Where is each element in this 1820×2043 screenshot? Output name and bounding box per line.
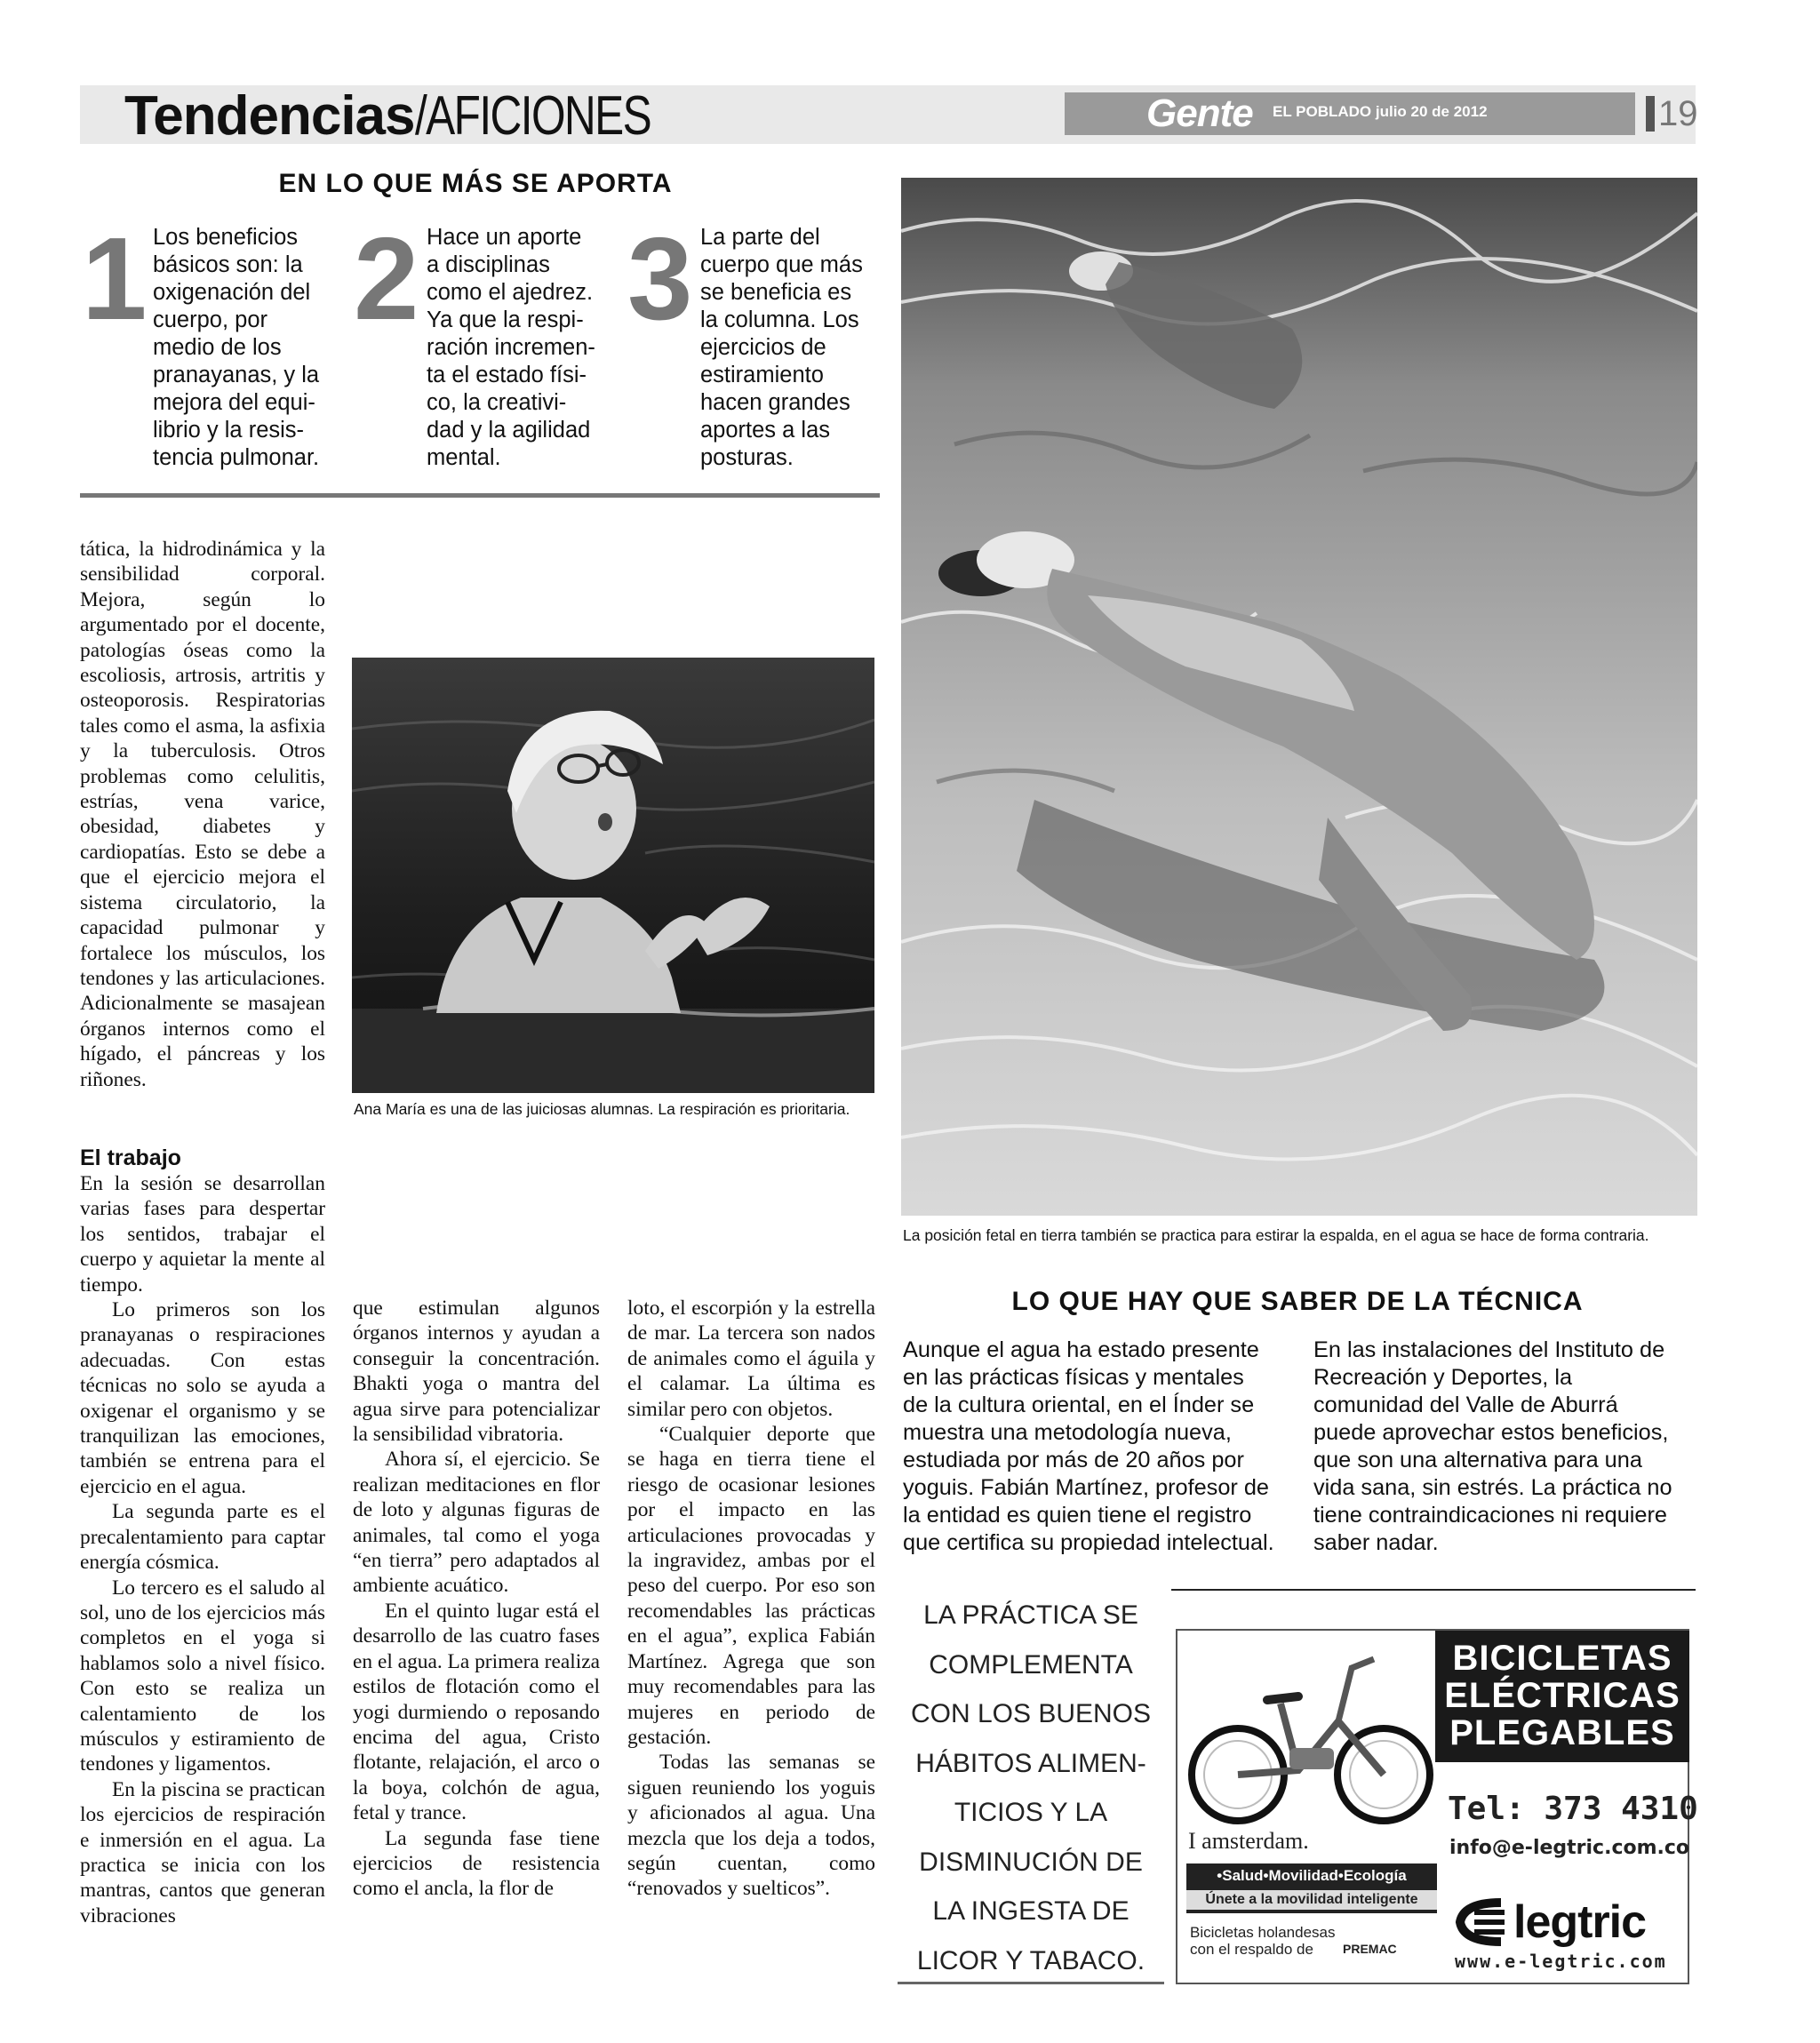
tecnica-line: En las instalaciones del Instituto de xyxy=(1313,1337,1665,1362)
pull-quote-line: LA INGESTA DE xyxy=(932,1896,1130,1926)
tecnica-line: la entidad es quien tiene el registro xyxy=(903,1503,1252,1528)
aporta-item-2-line: Ya que la respi- xyxy=(427,307,584,332)
tecnica-line: en las prácticas físicas y mentales xyxy=(903,1365,1244,1390)
body-paragraph: loto, el escorpión y la estrella de mar. La tercera son nados de animales como el águila y el calamar. La última es similar pero con objetos. xyxy=(627,1297,875,1421)
article-column-right xyxy=(627,1296,875,1902)
ad-email[interactable]: info@e-legtric.com.co xyxy=(1449,1837,1690,1859)
tecnica-line: que son una alternativa para una xyxy=(1313,1448,1642,1472)
ad-footnote-line: con el respaldo de xyxy=(1190,1941,1313,1958)
pull-quote-line: CON LOS BUENOS xyxy=(910,1699,1152,1728)
tecnica-line: yoguis. Fabián Martínez, profesor de xyxy=(903,1475,1269,1500)
aporta-item-3 xyxy=(700,224,887,472)
body-paragraph: En el quinto lugar está el desarrollo de las cuatro fases en el agua. La primera realiza estilos de flotación como el yogi durmiendo o reposando encima del agua, Cristo flotante, relajación, el arco o la boya, colchón de agua, fetal y trance. xyxy=(353,1599,600,1825)
ad-slogan-strip xyxy=(1186,1863,1437,1913)
pull-quote-line: LICOR Y TABACO. xyxy=(916,1945,1145,1975)
aporta-item-1-line: oxigenación del xyxy=(153,280,311,305)
aporta-item-2 xyxy=(427,224,613,472)
ad-footnote xyxy=(1190,1924,1335,1958)
aporta-number-1: 1 xyxy=(82,213,148,344)
publication-name: Gente xyxy=(1146,92,1253,135)
floating-photo-graphic xyxy=(901,178,1697,1216)
tecnica-heading: LO QUE HAY QUE SABER DE LA TÉCNICA xyxy=(1011,1287,1584,1316)
aporta-item-1-line: cuerpo, por xyxy=(153,307,267,332)
aporta-item-1-line: básicos son: la xyxy=(153,252,303,277)
tecnica-line: tiene contraindicaciones ni requiere xyxy=(1313,1503,1667,1528)
aporta-item-3-line: ejercicios de xyxy=(700,335,826,360)
pull-quote-line: COMPLEMENTA xyxy=(929,1649,1133,1680)
aporta-item-2-line: co, la creativi- xyxy=(427,390,567,415)
aporta-divider xyxy=(80,493,880,498)
swimmer-photo-graphic xyxy=(352,658,874,1093)
aporta-item-3-line: posturas. xyxy=(700,445,794,470)
ad-logo-name: legtric xyxy=(1513,1896,1647,1948)
tecnica-line: muestra una metodología nueva, xyxy=(903,1420,1232,1445)
ad-footnote-line: Bicicletas holandesas xyxy=(1190,1924,1336,1941)
aporta-item-3-line: aportes a las xyxy=(700,418,831,443)
pull-quote-line: TICIOS Y LA xyxy=(954,1798,1108,1827)
pull-quote-line: LA PRÁCTICA SE xyxy=(923,1600,1138,1630)
floating-photo xyxy=(901,178,1697,1216)
aporta-item-1-line: librio y la resis- xyxy=(153,418,305,443)
aporta-item-3-line: cuerpo que más xyxy=(700,252,863,277)
page-marker xyxy=(1646,96,1655,132)
page-number: 19 xyxy=(1658,94,1698,133)
body-paragraph: “Cualquier deporte que se haga en tierra tiene el riesgo de ocasionar lesiones por el impacto en las articulaciones provocadas y la ingravidez, ambas por el peso del cuerpo. Por eso son recomendables las prácticas en el agua”, explica Fabián Martínez. Agrega que son muy recomendables para las mujeres en periodo de gestación. xyxy=(627,1423,875,1749)
aporta-heading: EN LO QUE MÁS SE APORTA xyxy=(278,169,673,198)
pull-quote xyxy=(898,1591,1164,1985)
tecnica-line: estudiada por más de 20 años por xyxy=(903,1448,1244,1472)
aporta-item-2-line: dad y la agilidad xyxy=(427,418,591,443)
pull-quote-line: HÁBITOS ALIMEN- xyxy=(915,1748,1146,1778)
aporta-item-2-line: Hace un aporte xyxy=(427,225,582,250)
swimmer-photo-caption: Ana María es una de las juiciosas alumnas. La respiración es prioritaria. xyxy=(354,1100,850,1118)
swimmer-photo xyxy=(352,658,874,1093)
tecnica-line: vida sana, sin estrés. La práctica no xyxy=(1313,1475,1672,1500)
body-paragraph: Lo tercero es el saludo al sol, uno de los ejercicios más completos en el yoga si hablamos solo a nivel físico. Con esto se realiza un calentamiento de los músculos y estiramiento de tendones y ligamentos. xyxy=(80,1576,325,1776)
section-name: Tendencias xyxy=(124,85,415,147)
edition-date: EL POBLADO julio 20 de 2012 xyxy=(1273,103,1488,120)
body-paragraph: Ahora sí, el ejercicio. Se realizan meditaciones en flor de loto y algunas figuras de animales, tal como el yoga “en tierra” pero adaptados al ambiente acuático. xyxy=(353,1448,600,1598)
bicycle-icon xyxy=(1183,1641,1441,1828)
tecnica-line: saber nadar. xyxy=(1313,1530,1439,1555)
advertisement[interactable] xyxy=(1176,1629,1698,1984)
body-paragraph: La segunda fase tiene ejercicios de resistencia como el ancla, la flor de xyxy=(353,1826,600,1901)
aporta-item-3-line: La parte del xyxy=(700,225,820,250)
tecnica-line: que certifica su propiedad intelectual. xyxy=(903,1530,1274,1555)
article-column-left-bottom xyxy=(80,1145,325,1928)
tecnica-line: Recreación y Deportes, la xyxy=(1313,1365,1573,1390)
aporta-item-2-line: ración incremen- xyxy=(427,335,595,360)
aporta-item-1-line: mejora del equi- xyxy=(153,390,315,415)
body-paragraph: En la piscina se practican los ejercicios de respiración e inmersión en el agua. La practica se inicia con los mantras, cantos que generan vibraciones xyxy=(80,1777,325,1927)
ad-slogan-2: Únete a la movilidad inteligente xyxy=(1186,1890,1437,1910)
body-paragraph: Lo primeros son los pranayanas o respiraciones adecuadas. Con estas técnicas no solo se ayuda a oxigenar el organismo y se tranquilizan las emociones, también se entrena para el ejercicio en el agua. xyxy=(80,1298,325,1498)
section-title xyxy=(124,87,709,146)
aporta-item-1-line: Los beneficios xyxy=(153,225,299,250)
pull-quote-line: DISMINUCIÓN DE xyxy=(919,1847,1143,1877)
tecnica-line: comunidad del Valle de Aburrá xyxy=(1313,1393,1618,1417)
ad-partner-logo: PREMAC xyxy=(1343,1942,1397,1956)
body-paragraph: tática, la hidrodinámica y la sensibilidad corporal. Mejora, según lo argumentado por el docente, patologías óseas como la escoliosis, artrosis, artritis y osteoporosis. Respiratorias tales como el asma, la asfixia y la tuberculosis. Otros problemas como celulitis, estrías, vena varice, obesidad, diabetes y cardiopatías. Esto se debe a que el ejercicio mejora el sistema circulatorio, la capacidad pulmonar y fortalece los músculos, los tendones y las articulaciones. Adicionalmente se masajean órganos internos como el hígado, el páncreas y los riñones. xyxy=(80,538,325,1091)
subsection-name: /AFICIONES xyxy=(414,85,651,147)
aporta-item-1-line: medio de los xyxy=(153,335,282,360)
aporta-item-2-line: ta el estado físi- xyxy=(427,363,587,387)
tecnica-line: puede aprovechar estos beneficios, xyxy=(1313,1420,1669,1445)
legtric-logo-icon xyxy=(1455,1897,1512,1947)
aporta-number-2: 2 xyxy=(354,213,419,344)
aporta-item-3-line: estiramiento xyxy=(700,363,824,387)
floating-photo-caption: La posición fetal en tierra también se practica para estirar la espalda, en el agua se hace de forma contraria. xyxy=(903,1226,1649,1244)
aporta-item-2-line: como el ajedrez. xyxy=(427,280,594,305)
aporta-item-1-line: pranayanas, y la xyxy=(153,363,320,387)
ad-title: BICICLETAS ELÉCTRICAS PLEGABLES xyxy=(1444,1639,1680,1752)
pull-quote-rule-bottom xyxy=(898,1982,1164,1984)
article-column-middle xyxy=(353,1296,600,1902)
body-paragraph: que estimulan algunos órganos internos y ayudan a conseguir la concentración. Bhakti yoga o mantra del agua sirve para potencializar la sensibilidad vibratoria. xyxy=(353,1297,600,1447)
tecnica-line: de la cultura oriental, en el Índer se xyxy=(903,1393,1255,1417)
body-paragraph: La segunda parte es el precalentamiento para captar energía cósmica. xyxy=(80,1500,325,1575)
ad-website[interactable]: www.e-legtric.com xyxy=(1455,1951,1667,1972)
aporta-item-3-line: la columna. Los xyxy=(700,307,859,332)
aporta-item-1 xyxy=(153,224,339,472)
body-paragraph: En la sesión se desarrollan varias fases para despertar los sentidos, trabajar el cuerpo y aquietar la mente al tiempo. xyxy=(80,1172,325,1297)
ad-phone[interactable]: Tel: 373 4310 xyxy=(1448,1791,1698,1827)
aporta-item-2-line: mental. xyxy=(427,445,501,470)
pull-quote-rule xyxy=(1171,1589,1696,1591)
article-column-left-top xyxy=(80,537,325,1092)
aporta-item-3-line: se beneficia es xyxy=(700,280,852,305)
ad-slogan-1: •Salud•Movilidad•Ecología xyxy=(1217,1867,1407,1884)
tecnica-right-column xyxy=(1313,1337,1696,1557)
subheading-trabajo: El trabajo xyxy=(80,1145,181,1170)
aporta-item-1-line: tencia pulmonar. xyxy=(153,445,320,470)
tecnica-line: Aunque el agua ha estado presente xyxy=(903,1337,1259,1362)
ad-bike-brand: I amsterdam. xyxy=(1188,1828,1309,1854)
tecnica-left-column xyxy=(903,1337,1303,1557)
aporta-item-3-line: hacen grandes xyxy=(700,390,850,415)
aporta-number-3: 3 xyxy=(627,213,693,344)
aporta-item-2-line: a disciplinas xyxy=(427,252,550,277)
body-paragraph: Todas las semanas se siguen reuniendo los yoguis y aficionados al agua. Una mezcla que los deja a todos, según cuentan, como “renovados y suelticos”. xyxy=(627,1751,875,1901)
